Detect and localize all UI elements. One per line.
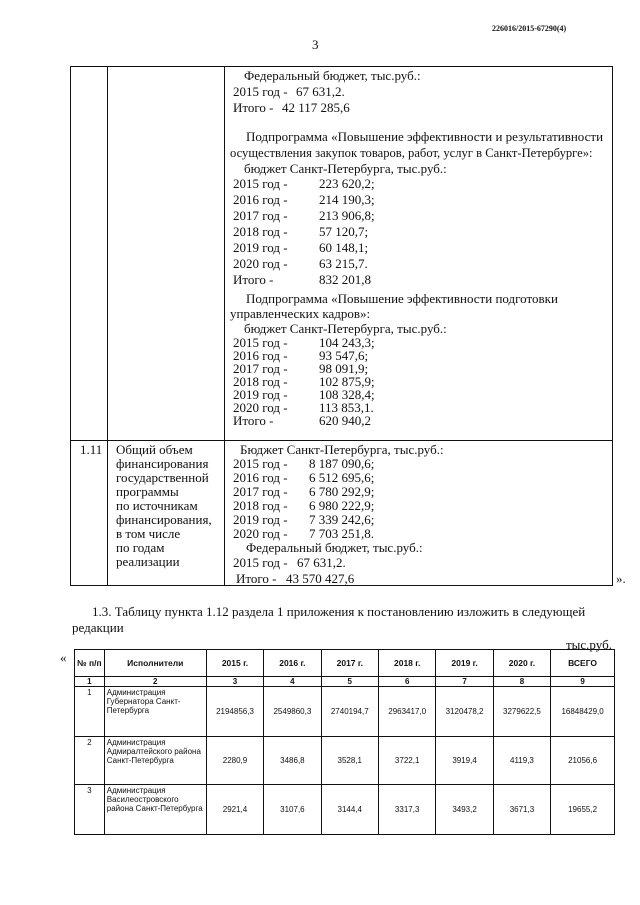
subprogram-budget-label: бюджет Санкт-Петербурга, тыс.руб.: [244,321,447,336]
row-label-line: финансирования [116,456,209,471]
subprogram-title-line1: Подпрограмма «Повышение эффективности подготовки [246,291,558,306]
value-cell: 3279622,5 [493,687,550,737]
executor-name: Администрация Василеостровского района Санкт-Петербурга [104,785,206,835]
col-header: 2016 г. [264,650,321,677]
budget-year-label: 2017 год - [233,484,288,499]
open-quote: « [60,650,67,665]
col-number: 2 [104,677,206,687]
budget-year-label: 2019 год - [233,240,288,255]
closing-quote: ». [616,571,626,586]
row-label-line: по источникам [116,498,198,513]
budget-year-label: 2015 год - [233,84,288,99]
col-header: ВСЕГО [551,650,615,677]
document-id: 226016/2015-67290(4) [492,24,567,33]
table-row-divider [70,440,613,441]
value-cell: 3107,6 [264,785,321,835]
budget-year-value: 113 853,1. [319,400,374,415]
budget-total-value: 43 570 427,6 [286,571,355,586]
value-cell: 3722,1 [378,737,435,785]
budget-total-label: Итого - [233,100,274,115]
row-label-line: реализации [116,554,180,569]
value-cell: 3528,1 [321,737,378,785]
budget-year-label: 2018 год - [233,224,288,239]
budget-year-value: 67 631,2. [297,555,346,570]
budget-title: Бюджет Санкт-Петербурга, тыс.руб.: [240,442,444,457]
value-cell: 2280,9 [206,737,263,785]
table-border-col2 [224,66,225,585]
budget-year-value: 213 906,8; [319,208,375,223]
value-cell: 3486,8 [264,737,321,785]
row-label [116,443,221,569]
budget-year-label: 2019 год - [233,387,288,402]
col-header: 2015 г. [206,650,263,677]
federal-budget-title: Федеральный бюджет, тыс.руб.: [246,540,423,555]
col-header: № п/п [75,650,105,677]
budget-year-value: 93 547,6; [319,348,369,363]
budget-year-label: 2017 год - [233,208,288,223]
budget-year-value: 98 091,9; [319,361,369,376]
subprogram-title-line1: Подпрограмма «Повышение эффективности и результативности [246,129,604,144]
row-index: 1 [75,687,105,737]
budget-year-label: 2017 год - [233,361,288,376]
subprogram-title-line2: управленческих кадров»: [230,306,371,321]
row-label-line: Общий объем [116,442,193,457]
col-number: 7 [436,677,493,687]
subprogram-title-line2: осуществления закупок товаров, работ, услуг в Санкт-Петербурге»: [230,146,593,160]
budget-year-label: 2015 год - [233,555,288,570]
budget-year-label: 2020 год - [233,256,288,271]
page-number: 3 [312,37,319,52]
total-cell: 19655,2 [551,785,615,835]
budget-year-value: 60 148,1; [319,240,369,255]
budget-total-label: Итого - [236,571,277,586]
budget-year-label: 2018 год - [233,374,288,389]
col-number: 3 [206,677,263,687]
subprogram-budget-label: бюджет Санкт-Петербурга, тыс.руб.: [244,161,447,176]
column-number-row [75,677,615,687]
unit-label: тыс.руб. [566,637,612,652]
budget-year-label: 2015 год - [233,335,288,350]
budget-year-value: 6 780 292,9; [309,484,375,499]
col-number: 1 [75,677,105,687]
budget-total-value: 832 201,8 [319,272,371,287]
budget-year-value: 67 631,2. [296,84,345,99]
total-cell: 16848429,0 [551,687,615,737]
value-cell: 2549860,3 [264,687,321,737]
col-number: 5 [321,677,378,687]
budget-year-value: 7 703 251,8. [309,526,374,541]
col-number: 6 [378,677,435,687]
budget-year-value: 57 120,7; [319,224,369,239]
table-row [75,785,615,835]
budget-year-label: 2016 год - [233,348,288,363]
row-index: 3 [75,785,105,835]
value-cell: 3671,3 [493,785,550,835]
budget-year-value: 214 190,3; [319,192,375,207]
value-cell: 2740194,7 [321,687,378,737]
row-label-line: финансирования, [116,512,212,527]
col-number: 8 [493,677,550,687]
value-cell: 3919,4 [436,737,493,785]
value-cell: 3144,4 [321,785,378,835]
budget-year-label: 2015 год - [233,456,288,471]
budget-year-value: 6 512 695,6; [309,470,375,485]
budget-total-value: 620 940,2 [319,413,371,428]
federal-budget-title: Федеральный бюджет, тыс.руб.: [244,68,421,83]
budget-year-label: 2019 год - [233,512,288,527]
budget-year-label: 2015 год - [233,176,288,191]
row-label-line: программы [116,484,179,499]
value-cell: 3120478,2 [436,687,493,737]
table-border-right [612,66,613,585]
col-header: 2017 г. [321,650,378,677]
executors-table [74,649,615,835]
row-label-line: в том числе [116,526,181,541]
executor-name: Администрация Адмиралтейского района Санкт-Петербурга [104,737,206,785]
col-header: 2020 г. [493,650,550,677]
row-label-line: государственной [116,470,209,485]
value-cell: 2194856,3 [206,687,263,737]
table-border-col1 [107,66,108,585]
budget-year-value: 8 187 090,6; [309,456,375,471]
budget-year-value: 108 328,4; [319,387,375,402]
executor-name: Администрация Губернатора Санкт-Петербурга [104,687,206,737]
paragraph-line1: 1.3. Таблицу пункта 1.12 раздела 1 приложения к постановлению изложить в следующей [92,604,586,619]
total-cell: 21056,6 [551,737,615,785]
value-cell: 3317,3 [378,785,435,835]
budget-year-value: 104 243,3; [319,335,375,350]
paragraph-line2: редакции [72,620,124,635]
budget-total-label: Итого - [233,272,274,287]
row-label-line: по годам [116,540,165,555]
budget-year-label: 2016 год - [233,192,288,207]
row-number: 1.11 [80,442,103,457]
table-row [75,737,615,785]
budget-year-label: 2020 год - [233,526,288,541]
value-cell: 4119,3 [493,737,550,785]
value-cell: 3493,2 [436,785,493,835]
col-header: Исполнители [104,650,206,677]
col-number: 9 [551,677,615,687]
budget-year-value: 63 215,7. [319,256,368,271]
budget-year-label: 2016 год - [233,470,288,485]
table-header-row [75,650,615,677]
col-header: 2019 г. [436,650,493,677]
budget-year-value: 6 980 222,9; [309,498,375,513]
value-cell: 2921,4 [206,785,263,835]
col-header: 2018 г. [378,650,435,677]
budget-year-label: 2020 год - [233,400,288,415]
budget-year-value: 223 620,2; [319,176,375,191]
table-border-left [70,66,71,585]
table-border-top [70,66,613,67]
budget-year-label: 2018 год - [233,498,288,513]
budget-year-value: 7 339 242,6; [309,512,375,527]
table-row [75,687,615,737]
budget-total-label: Итого - [233,413,274,428]
value-cell: 2963417,0 [378,687,435,737]
col-number: 4 [264,677,321,687]
row-index: 2 [75,737,105,785]
budget-year-value: 102 875,9; [319,374,375,389]
budget-total-value: 42 117 285,6 [282,100,350,115]
